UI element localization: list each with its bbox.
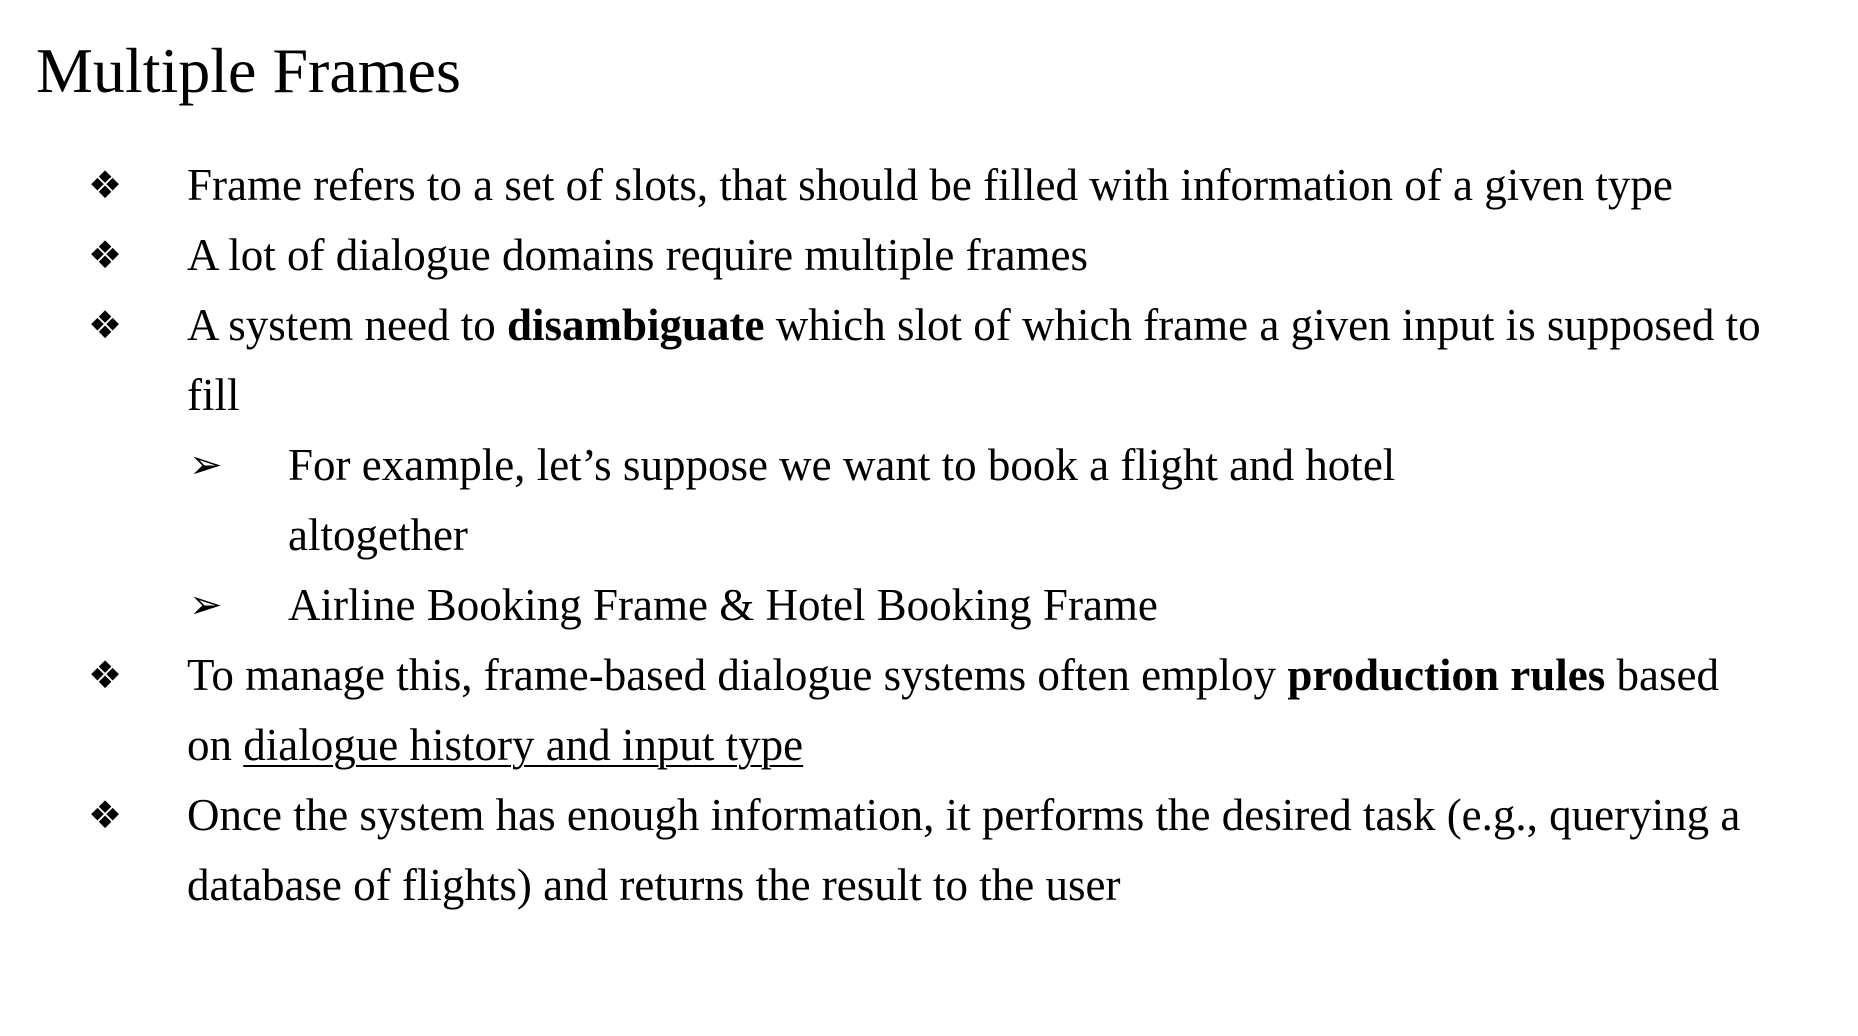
- sub-bullet-item-frames: [0, 570, 1568, 640]
- bullet-text-before: To manage this, frame-based dialogue systems often employ: [187, 650, 1288, 700]
- bold-term-disambiguate: disambiguate: [506, 300, 765, 350]
- bullet-text: A lot of dialogue domains require multiple frames: [187, 230, 1089, 280]
- bullet-item-multiple-frames: [0, 220, 1762, 290]
- bullet-item-frame-definition: [0, 150, 1762, 220]
- bullet-text: Frame refers to a set of slots, that should be filled with information of a given type: [187, 160, 1673, 210]
- slide-title: Multiple Frames: [36, 35, 461, 106]
- arrowhead-bullet-icon: ➢: [189, 442, 223, 488]
- sub-bullet-text: For example, let’s suppose we want to book a flight and hotel altogether: [288, 440, 1396, 560]
- arrowhead-bullet-icon: ➢: [189, 582, 223, 628]
- bullet-text-after: which slot of which frame a given input is supposed to fill: [187, 300, 1761, 420]
- bullet-text: Once the system has enough information, it performs the desired task (e.g., querying a database of flights) and returns the result to the user: [187, 790, 1741, 910]
- diamond-bullet-icon: ❖: [88, 233, 123, 277]
- sub-bullet-text: Airline Booking Frame & Hotel Booking Frame: [288, 580, 1158, 630]
- underlined-phrase: dialogue history and input type: [243, 720, 804, 770]
- bullet-text-before: A system need to: [187, 300, 507, 350]
- bullet-text-middle: based on: [187, 650, 1719, 770]
- diamond-bullet-icon: ❖: [88, 653, 123, 697]
- bullet-item-production-rules: [0, 640, 1762, 780]
- diamond-bullet-icon: ❖: [88, 163, 123, 207]
- bullet-item-perform-task: [0, 780, 1762, 920]
- bullet-list: [0, 150, 1858, 920]
- sub-bullet-item-example: [0, 430, 1568, 570]
- bold-term-production-rules: production rules: [1287, 650, 1606, 700]
- diamond-bullet-icon: ❖: [88, 303, 123, 347]
- diamond-bullet-icon: ❖: [88, 793, 123, 837]
- bullet-item-disambiguate: [0, 290, 1762, 430]
